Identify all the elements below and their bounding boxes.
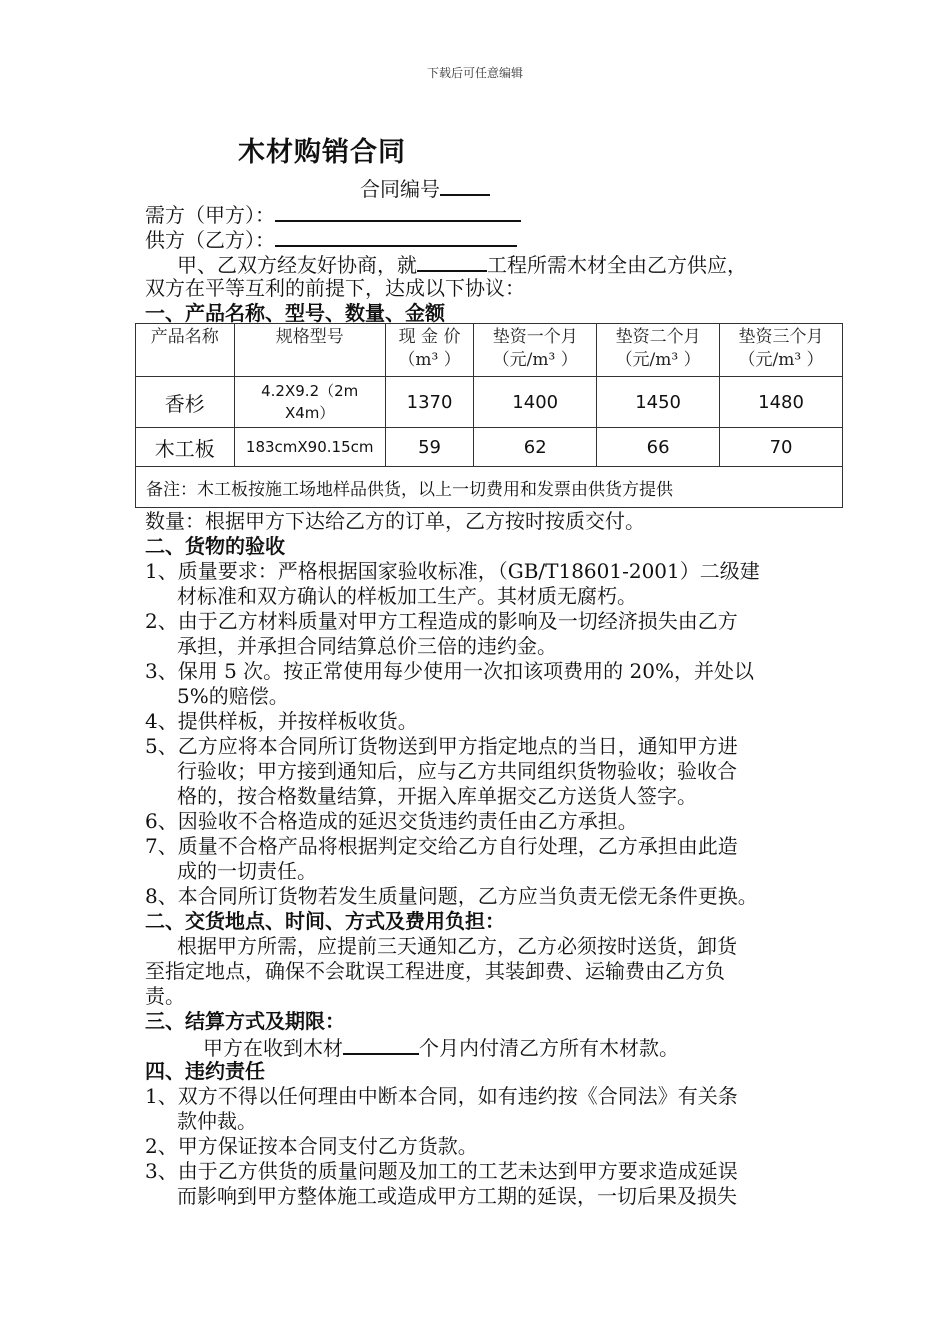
buyer-blank [275, 200, 521, 222]
project-blank [417, 250, 487, 272]
months-blank [343, 1033, 419, 1055]
acceptance-line: 8、本合同所订货物若发生质量问题，乙方应当负责无偿无条件更换。 [145, 884, 758, 908]
contract-number-blank [440, 174, 490, 196]
section-2-title: 二、货物的验收 [145, 534, 285, 558]
spec-cell: 183cmX90.15cm [234, 428, 385, 467]
liability-line: 1、双方不得以任何理由中断本合同，如有违约按《合同法》有关条 [145, 1084, 738, 1108]
one-month-cell: 1400 [474, 377, 597, 428]
header-cell: 产品名称 [136, 324, 235, 377]
contract-number [360, 173, 490, 202]
delivery-line: 至指定地点，确保不会耽误工程进度，其装卸费、运输费由乙方负 [145, 959, 725, 983]
section-4-title: 三、结算方式及期限： [145, 1009, 345, 1033]
one-month-cell: 62 [474, 428, 597, 467]
liability-line: 3、由于乙方供货的质量问题及加工的工艺未达到甲方要求造成延误 [145, 1159, 738, 1183]
header-cell: 规格型号 [234, 324, 385, 377]
seller-line [145, 225, 517, 253]
delivery-line: 责。 [145, 984, 185, 1008]
quantity-line: 数量：根据甲方下达给乙方的订单，乙方按时按质交付。 [145, 509, 645, 533]
settlement-text-2: 个月内付清乙方所有木材款。 [419, 1036, 679, 1060]
acceptance-line: 6、因验收不合格造成的延迟交货违约责任由乙方承担。 [145, 809, 638, 833]
seller-label: 供方（乙方）： [145, 228, 275, 252]
acceptance-line: 5、乙方应将本合同所订货物送到甲方指定地点的当日，通知甲方进 [145, 734, 738, 758]
section-3-title: 二、交货地点、时间、方式及费用负担： [145, 909, 505, 933]
buyer-line [145, 200, 521, 228]
intro-text-1: 甲、乙双方经友好协商，就 [177, 253, 417, 277]
seller-blank [275, 225, 517, 247]
product-table [135, 323, 843, 508]
acceptance-line: 承担，并承担合同结算总价三倍的违约金。 [177, 634, 557, 658]
acceptance-line: 1、质量要求：严格根据国家验收标准，（GB/T18601-2001）二级建 [145, 559, 760, 583]
two-month-cell: 66 [597, 428, 720, 467]
intro-text-2: 工程所需木材全由乙方供应， [487, 253, 747, 277]
acceptance-line: 7、质量不合格产品将根据判定交给乙方自行处理，乙方承担由此造 [145, 834, 738, 858]
intro-line-1 [145, 250, 747, 278]
header-cell: 垫资一个月 （元/m³ ） [474, 324, 597, 377]
section-1-title: 一、产品名称、型号、数量、金额 [145, 301, 445, 325]
product-name-cell: 木工板 [136, 428, 235, 467]
settlement-line [145, 1033, 679, 1061]
liability-line: 而影响到甲方整体施工或造成甲方工期的延误，一切后果及损失 [177, 1184, 737, 1208]
header-note: 下载后可任意编辑 [426, 66, 523, 80]
header-cell: 垫资三个月 （元/m³ ） [720, 324, 843, 377]
table-row [136, 428, 843, 467]
product-name-cell: 香杉 [136, 377, 235, 428]
delivery-line: 根据甲方所需，应提前三天通知乙方，乙方必须按时送货，卸货 [177, 934, 737, 958]
liability-line: 2、甲方保证按本合同支付乙方货款。 [145, 1134, 478, 1158]
spec-cell: 4.2X9.2（2m X4m） [234, 377, 385, 428]
table-row [136, 377, 843, 428]
acceptance-line: 材标准和双方确认的样板加工生产。其材质无腐朽。 [177, 584, 637, 608]
liability-line: 款仲裁。 [177, 1109, 257, 1133]
two-month-cell: 1450 [597, 377, 720, 428]
intro-line-2: 双方在平等互利的前提下，达成以下协议： [145, 276, 525, 300]
table-note: 备注：木工板按施工场地样品供货，以上一切费用和发票由供货方提供 [136, 467, 843, 508]
acceptance-line: 3、保用 5 次。按正常使用每少使用一次扣该项费用的 20%，并处以 [145, 659, 754, 683]
header-cell: 垫资二个月 （元/m³ ） [597, 324, 720, 377]
contract-number-label: 合同编号 [360, 177, 440, 201]
settlement-text-1: 甲方在收到木材 [203, 1036, 343, 1060]
acceptance-line: 2、由于乙方材料质量对甲方工程造成的影响及一切经济损失由乙方 [145, 609, 738, 633]
acceptance-line: 5%的赔偿。 [177, 684, 289, 708]
acceptance-line: 4、提供样板，并按样板收货。 [145, 709, 418, 733]
acceptance-line: 行验收；甲方接到通知后，应与乙方共同组织货物验收；验收合 [177, 759, 737, 783]
three-month-cell: 70 [720, 428, 843, 467]
header-cell: 现 金 价 （m³ ） [385, 324, 473, 377]
table-note-row [136, 467, 843, 508]
buyer-label: 需方（甲方）： [145, 203, 275, 227]
table-header-row [136, 324, 843, 377]
acceptance-line: 成的一切责任。 [177, 859, 317, 883]
section-5-title: 四、违约责任 [145, 1059, 265, 1083]
cash-price-cell: 59 [385, 428, 473, 467]
cash-price-cell: 1370 [385, 377, 473, 428]
document-title: 木材购销合同 [238, 137, 406, 168]
three-month-cell: 1480 [720, 377, 843, 428]
acceptance-line: 格的，按合格数量结算，开据入库单据交乙方送货人签字。 [177, 784, 697, 808]
